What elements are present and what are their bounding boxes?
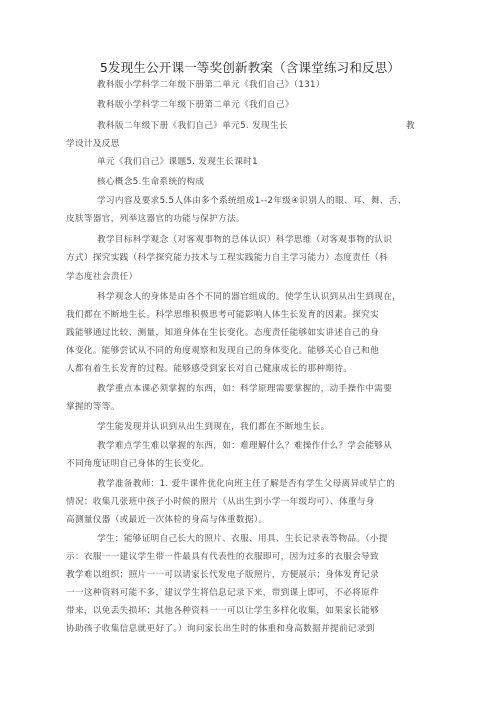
text-line: 体变化。能够尝试从不同的角度观察和发现自己的身体变化。能够关心自己和他 bbox=[66, 346, 380, 356]
text-line: 教学目标科学观念（对客观事物的总体认识）科学思维（对客观事物的认识 bbox=[97, 235, 393, 245]
text-line: 学生：能够证明自己长大的照片、衣服、用具、生长记录表等物品。（小提 bbox=[97, 534, 388, 544]
text-line: 带来，以免丢失损坏；其他各种资料一一可以让学生多样化收集，如果家长能够 bbox=[66, 606, 380, 616]
text-line: 践能够通过比较、测量，知道身体在生长变化。态度责任能够如实讲述自己的身 bbox=[66, 328, 380, 338]
text-line: 教学重点本课必须掌握的东西，如：科学原理需要掌握的，动手操作中需要 bbox=[97, 384, 393, 394]
text-line: 学生能发现并认识到从出生到现在，我们都在不断地生长。 bbox=[97, 422, 330, 432]
text-line: 示：衣服一一建议学生带一件最具有代表性的衣服即可，因为过多的衣服会导致 bbox=[66, 552, 380, 562]
text-line: 学设计及反思 bbox=[66, 139, 120, 149]
text-line: 科学观念人的身体是由各个不同的器官组成的。使学生认识到从出生到现在， bbox=[97, 292, 402, 302]
text-line: 高测量仪器（或最近一次体检的身高与体重数据）。 bbox=[66, 515, 268, 525]
text-line: 教科版二年级下册《我们自己》单元5. 发现生长 bbox=[97, 121, 288, 131]
text-line: 方式）探究实践（科学探究能力技术与工程实践能力自主学习能力）态度责任（科 bbox=[66, 253, 388, 263]
text-line: 教学准备教师：1. 爱牛课件优化向班主任了解是否有学生父母离异或早亡的 bbox=[97, 479, 396, 489]
document-title: 5发现生公开课一等奖创新教案（含课堂练习和反思） bbox=[99, 60, 401, 75]
text-line: 协助孩子收集信息就更好了。）询问家长出生时的体重和身高数据并提前记录到 bbox=[66, 624, 375, 634]
text-line: 核心概念5.生命系统的构成 bbox=[97, 177, 205, 187]
text-line: 一一这种资料可能不多，建议学生将信息记录下来，带到课上即可，不必将原件 bbox=[66, 588, 380, 598]
text-line: 人都有着生长发育的过程。能够感受到家长对自己健康成长的那种期待。 bbox=[66, 364, 353, 374]
text-line: 学态度社会责任） bbox=[66, 272, 138, 282]
text-line: 教 bbox=[406, 121, 415, 131]
text-line: 教科版小学科学二年级下册第二单元《我们自己》 bbox=[97, 100, 294, 110]
text-line: 教学难以组织；照片一一可以请家长代发电子版照片，方便展示；身体发育记录 bbox=[66, 570, 380, 580]
text-line: 不同角度证明自己身体的生长变化。 bbox=[66, 459, 210, 469]
text-line: 皮肤等器官，列举这器官的功能与保护方法。 bbox=[66, 214, 245, 224]
text-line: 单元《我们自己》课题5. 发现生长课时1 bbox=[97, 157, 258, 167]
text-line: 情况；收集几张班中孩子小时候的照片（从出生到小学一年级均可）、体重与身 bbox=[66, 497, 375, 507]
text-line: 教科版小学科学二年级下册第二单元《我们自己》（131） bbox=[97, 80, 325, 90]
text-line: 教学难点学生难以掌握的东西，如：难理解什么？难操作什么？学会能够从 bbox=[97, 441, 393, 451]
text-line: 我们都在不断地生长。科学思维积极思考可能影响人体生长发育的因素。探究实 bbox=[66, 310, 380, 320]
text-line: 学习内容及要求5.5人体由多个系统组成1--2年级④识别人的眼、耳、舞、舌、 bbox=[97, 196, 407, 206]
text-line: 掌握的等等。 bbox=[66, 402, 120, 412]
